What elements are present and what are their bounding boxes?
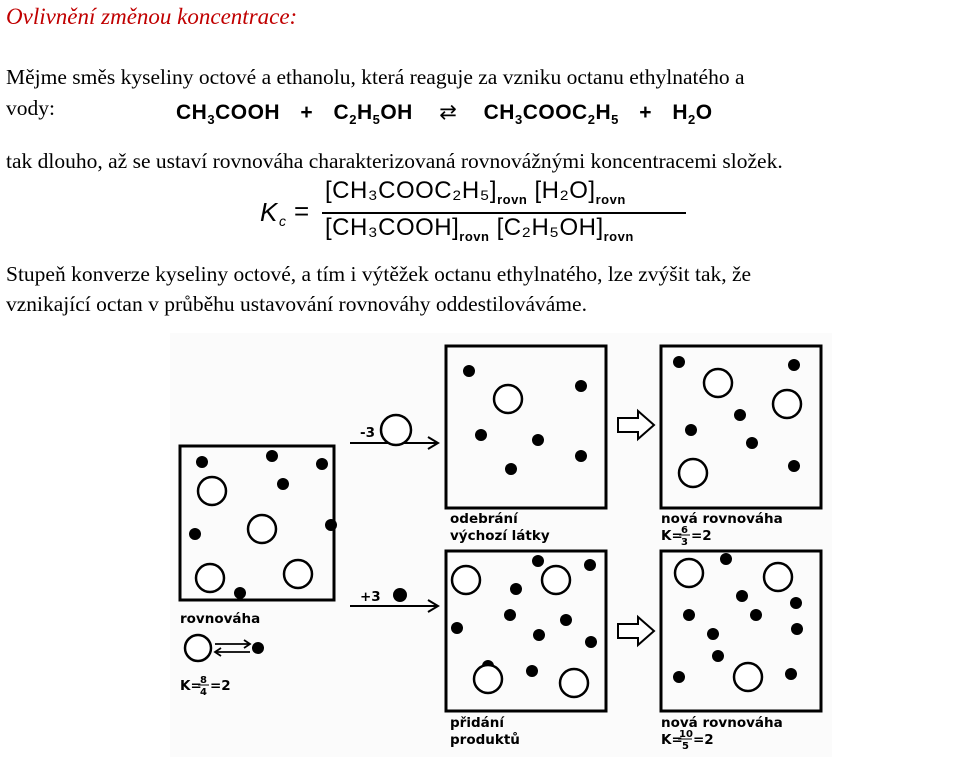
reaction-equation: $CH_3COOH + C_2H_5OH$ ⇄ $CH_3COOC_2H_5 + H_2O$	[176, 101, 713, 128]
label-produktu: produktů	[450, 732, 520, 748]
label-plus3: +3	[360, 589, 381, 605]
equilibrium-arrow-icon: ⇄	[439, 101, 458, 124]
label-minus3: -3	[360, 425, 375, 441]
paragraph-intro-line2: vody:	[6, 96, 55, 120]
svg-text:5: 5	[682, 741, 689, 752]
svg-text:6: 6	[681, 525, 688, 536]
equilibrium-figure	[170, 333, 832, 757]
label-nova-rovnovaha-top: nová rovnováha	[661, 511, 783, 527]
svg-text:=2: =2	[693, 732, 714, 748]
svg-text:10: 10	[679, 729, 693, 740]
paragraph-conversion-line1: Stupeň konverze kyseliny octové, a tím i výtěžek octanu ethylnatého, lze zvýšit tak, že	[6, 262, 752, 286]
kc-numerator: $[CH_3COOC_2H_5]_{rovn}$ $[H_2O]_{rovn}$	[325, 177, 626, 207]
kc-denominator: $[CH_3COOH]_{rovn}$ $[C_2H_5OH]_{rovn}$	[325, 214, 634, 244]
label-pridani: přidání	[450, 715, 504, 731]
paragraph-conversion-line2: vznikající octan v průběhu ustavování rovnováhy oddestilováváme.	[6, 292, 587, 316]
svg-text:8: 8	[200, 675, 207, 686]
paragraph-equilibrium: tak dlouho, až se ustaví rovnováha charakterizovaná rovnovážnými koncentracemi složek.	[6, 149, 783, 173]
svg-text:K=: K=	[661, 528, 683, 544]
paragraph-intro-line1: Mějme směs kyseliny octové a ethanolu, která reaguje za vzniku octanu ethylnatého a	[6, 65, 745, 89]
svg-text:K=: K=	[180, 678, 202, 694]
label-odebrani: odebrání	[450, 511, 518, 527]
svg-text:=2: =2	[691, 528, 712, 544]
label-rovnovaha: rovnováha	[180, 611, 261, 627]
page-title: Ovlivnění změnou koncentrace:	[6, 4, 298, 29]
svg-text:3: 3	[681, 537, 688, 548]
svg-text:=2: =2	[210, 678, 231, 694]
svg-text:K=: K=	[661, 732, 683, 748]
label-vychozi-latky: výchozí látky	[450, 528, 550, 544]
label-nova-rovnovaha-bottom: nová rovnováha	[661, 715, 783, 731]
svg-text:4: 4	[200, 687, 207, 698]
